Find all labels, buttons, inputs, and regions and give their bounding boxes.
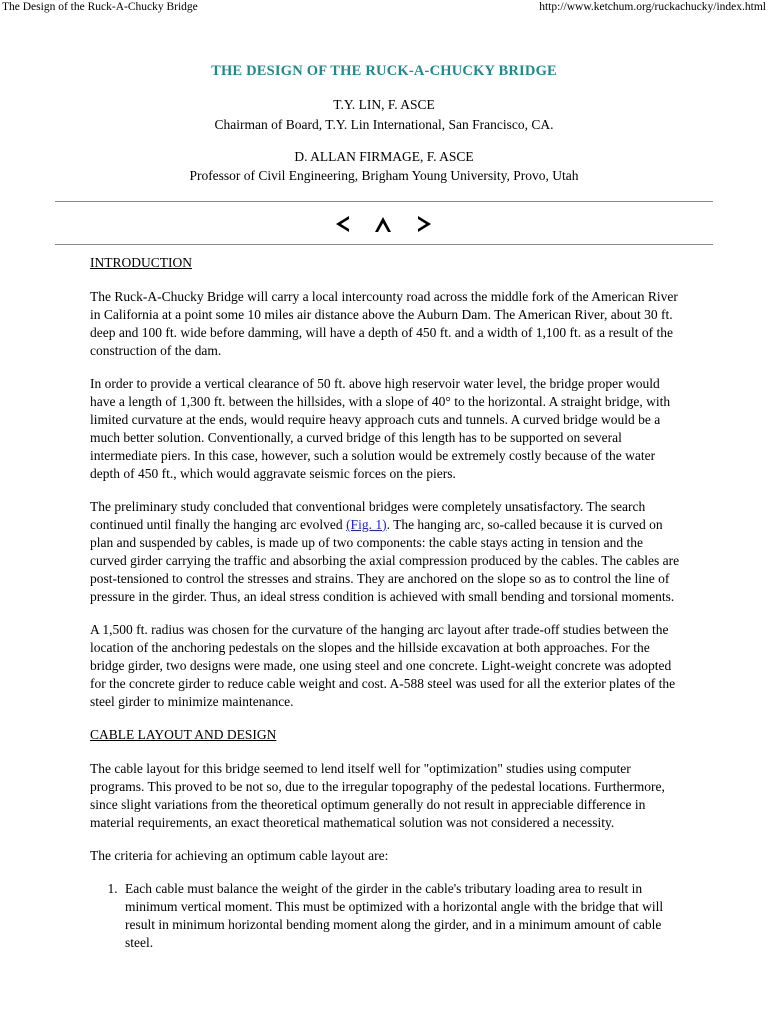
list-item: 1. Each cable must balance the weight of the girder in the cable's tributary loading area to result in minimum vertical moment. This must be optimized with a horizontal angle with the bridge that will result in minimum horizontal bending moment along the girder, and in a minimum amount of cable steel. bbox=[121, 880, 680, 952]
intro-paragraph-2: In order to provide a vertical clearance of 50 ft. above high reservoir water level, the bridge proper would have a length of 1,300 ft. between the hillsides, with a slope of 40° to the horizontal. A straight bridge, with limited curvature at the ends, would require heavy approach cuts and tunnels. A curved bridge would be a much better solution. Conventionally, a curved bridge of this length has to be supported on several intermediate piers. In this case, however, such a solution would be extremely costly because of the water depth of 450 ft., which would aggravate seismic forces on the piers. bbox=[90, 376, 671, 481]
chevron-left-icon bbox=[330, 211, 356, 237]
print-header bbox=[0, 0, 768, 14]
intro-paragraph-4: A 1,500 ft. radius was chosen for the curvature of the hanging arc layout after trade-off studies between the location of the anchoring pedestals on the slopes and the hillside excavation at both approaches. For the bridge girder, two designs were made, one using steel and one concrete. Light-weight concrete was adopted for the concrete girder to reduce cable weight and cost. A-588 steel was used for all the exterior plates of the steel girder to minimize maintenance. bbox=[90, 622, 676, 709]
top-divider bbox=[55, 201, 713, 202]
page-title: THE DESIGN OF THE RUCK-A-CHUCKY BRIDGE bbox=[211, 63, 557, 79]
print-header-url: http://www.ketchum.org/ruckachucky/index.html bbox=[539, 1, 766, 13]
intro-paragraph-1: The Ruck-A-Chucky Bridge will carry a local intercounty road across the middle fork of the American River in California at a point some 10 miles air distance above the Auburn Dam. The American River, about 30 ft. deep and 100 ft. wide before damming, will have a depth of 450 ft. and a width of 1,100 ft. as a result of the construction of the dam. bbox=[90, 289, 678, 358]
print-header-title: The Design of the Ruck-A-Chucky Bridge bbox=[2, 1, 198, 13]
intro-paragraph-3-start: The preliminary study concluded that conventional bridges were completely unsatisfactory. The search continued until finally the hanging arc evolved bbox=[90, 499, 646, 532]
criteria-list bbox=[90, 880, 680, 952]
up-page-button[interactable] bbox=[370, 211, 396, 237]
page-navigation bbox=[0, 211, 768, 237]
figure-1-link[interactable]: (Fig. 1) bbox=[346, 517, 387, 532]
previous-page-button[interactable] bbox=[330, 211, 356, 237]
cable-paragraph-2: The criteria for achieving an optimum cable layout are: bbox=[90, 848, 389, 863]
author-1-affiliation: Chairman of Board, T.Y. Lin International, San Francisco, CA. bbox=[214, 117, 554, 132]
author-2-name: D. ALLAN FIRMAGE, F. ASCE bbox=[294, 149, 474, 164]
author-1-name: T.Y. LIN, F. ASCE bbox=[333, 97, 435, 112]
chevron-up-icon bbox=[370, 211, 396, 237]
section-heading-cable-layout: CABLE LAYOUT AND DESIGN bbox=[90, 727, 277, 742]
cable-paragraph-1: The cable layout for this bridge seemed to lend itself well for "optimization" studies using computer programs. This proved to be not so, due to the irregular topography of the pedestal locations. Furthermore, since slight variations from the theoretical optimum generally do not result in appreciable difference in material requirements, an exact theoretical mathematical solution was not considered a necessity. bbox=[90, 761, 665, 830]
intro-paragraph-3-end: . The hanging arc, so-called because it is curved on plan and suspended by cables, is made up of two components: the cable stays acting in tension and the curved girder carrying the traffic and absorbing the axial compression produced by the cables. The cables are post-tensioned to control the stresses and strains. They are anchored on the slope so as to control the line of pressure in the girder. Thus, an ideal stress condition is achieved with small bending and torsional moments. bbox=[90, 517, 680, 604]
intro-paragraph-3 bbox=[90, 498, 680, 606]
bottom-divider bbox=[55, 244, 713, 245]
author-2-affiliation: Professor of Civil Engineering, Brigham Young University, Provo, Utah bbox=[189, 168, 579, 183]
chevron-right-icon bbox=[411, 211, 437, 237]
article-body bbox=[90, 254, 680, 952]
section-heading-introduction: INTRODUCTION bbox=[90, 255, 192, 270]
next-page-button[interactable] bbox=[411, 211, 437, 237]
